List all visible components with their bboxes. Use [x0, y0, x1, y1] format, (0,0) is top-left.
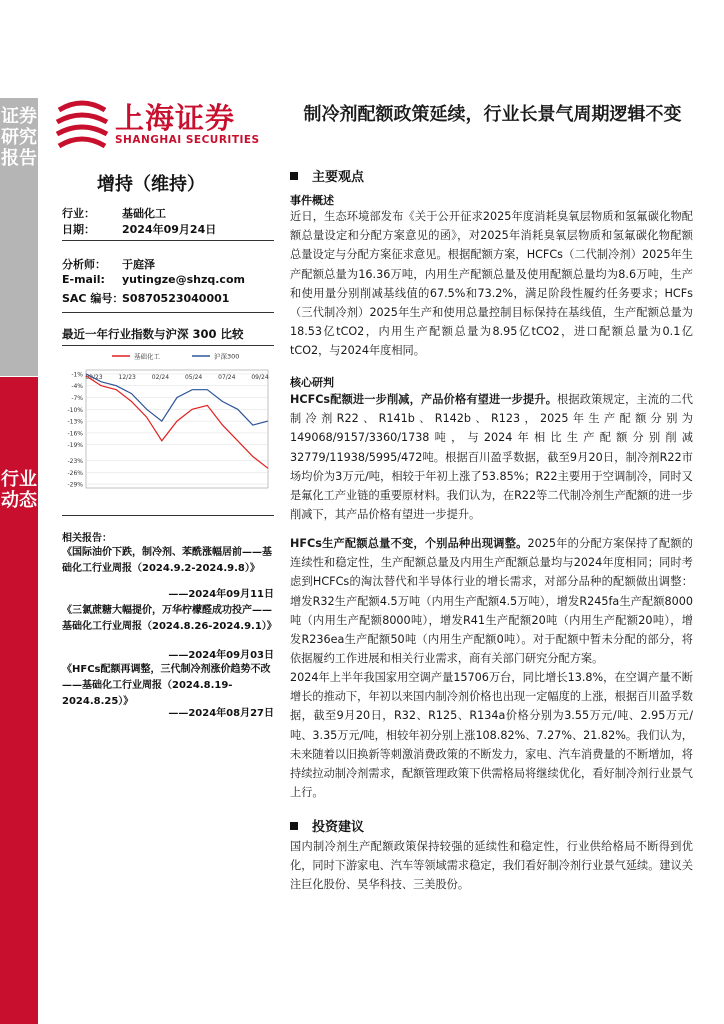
meta-email-value[interactable]: yutingze@shzq.com	[122, 273, 245, 286]
meta-analyst-value: 于庭泽	[122, 258, 155, 271]
y-tick-label: -1%	[71, 371, 83, 379]
y-tick-label: -4%	[71, 383, 83, 391]
related-divider	[62, 515, 274, 516]
core-paragraph-3: 2024年上半年我国家用空调产量15706万台，同比增长13.8%，在空调产量不断增长的推动下，年初以来国内制冷剂价格也出现一定幅度的上涨，根据百川盈孚数据，截至9月20日，R32、R125、R134a价格分别为3.55万元/吨、2.95万元/吨、3.35万元/吨，相较年初分别上涨108.82%、7.27%、21.82%。我们认为，未来随着以旧换新等刺激消费政策的不断发力，家电、汽车消费量的不断增加，将持续拉动制冷剂需求，配额管理政策下供需格局将继续优化，看好制冷剂行业景气上行。	[290, 671, 693, 800]
x-tick-label: 05/24	[184, 374, 203, 381]
series-line	[86, 374, 268, 425]
plot-frame	[86, 370, 268, 488]
y-tick-label: -26%	[67, 469, 83, 477]
section-bullet-icon-2	[290, 822, 298, 830]
related-reports-title: 相关报告：	[62, 533, 112, 544]
investment-paragraph: 国内制冷剂生产配额政策保持较强的延续性和稳定性，行业供给格局不断得到优化，同时下游家电、汽车等领域需求稳定，我们看好制冷剂行业景气延续。建议关注巨化股份、昊华科技、三美股份。	[290, 840, 693, 892]
series-line	[86, 376, 268, 468]
meta-sac-key: SAC 编号：	[62, 292, 124, 305]
core-heading: 核心研判	[290, 376, 334, 389]
y-tick-label: -13%	[67, 418, 83, 426]
report-title: 制冷剂配额政策延续，行业长景气周期逻辑不变	[303, 104, 682, 125]
sidebar-bottom-band	[0, 377, 38, 1024]
related-report-3[interactable]: 《HFCs配额再调整，三代制冷剂涨价趋势不改——基础化工行业周报（2024.8.19-2024.8.25）》	[62, 664, 271, 707]
logo-chinese-name: 上海证券	[115, 101, 236, 135]
section-bullet-icon	[290, 172, 298, 180]
meta-email-key: E-mail:	[62, 273, 105, 286]
meta-industry-key: 行业：	[62, 207, 95, 220]
index-comparison-chart	[62, 350, 274, 498]
event-paragraph: 近日，生态环境部发布《关于公开征求2025年度消耗臭氧层物质和氢氟碳化物配额总量设定和分配方案意见的函》，对2025年消耗臭氧层物质和氢氟碳化物配额总量设定与分配方案征求意见。根据配额方案，HCFCs（二代制冷剂）2025年生产配额总量为16.36万吨，内用生产配额总量及使用配额总量均为8.6万吨，生产和使用量分别削减基线值的67.5%和73.2%，满足阶段性履约任务要求；HCFs（三代制冷剂）2025年生产和使用总量控制目标保持在基线值，生产配额总量为18.53亿tCO2，内用生产配额总量为8.95亿tCO2，进口配额总量为0.1亿tCO2，与2024年度相同。	[290, 210, 693, 358]
section-investment	[290, 816, 364, 835]
x-tick-label: 12/23	[118, 374, 136, 381]
meta-sac	[62, 290, 229, 306]
sidebar-top-band	[0, 98, 38, 376]
x-tick-label: 09/24	[251, 374, 269, 381]
x-tick-label: 02/24	[151, 374, 170, 381]
meta-analyst-key: 分析师：	[62, 258, 106, 271]
related-report-1[interactable]: 《国际油价下跌，制冷剂、苯酰涨幅居前——基础化工行业周报（2024.9.2-2024.9.8）》	[62, 547, 272, 574]
y-tick-label: -19%	[67, 442, 83, 450]
legend-label: 沪深300	[214, 352, 240, 361]
meta-date-value: 2024年09月24日	[122, 223, 217, 236]
y-tick-label: -7%	[71, 395, 83, 403]
meta-date	[62, 221, 216, 237]
chart-divider	[62, 345, 274, 346]
section-main-view	[290, 166, 364, 185]
rating-label: 增持（维持）	[97, 174, 205, 195]
y-tick-label: -23%	[67, 457, 83, 465]
meta-date-key: 日期：	[62, 223, 95, 236]
x-tick-label: 07/24	[218, 374, 236, 381]
meta-industry	[62, 205, 166, 221]
logo-wave-icon	[55, 98, 109, 150]
related-report-2[interactable]: 《三氯蔗糖大幅提价，万华柠檬醛成功投产——基础化工行业周报（2024.8.26-2024.9.1）》	[62, 605, 277, 632]
related-report-3-date: ——2024年08月27日	[168, 708, 274, 719]
chart-title: 最近一年行业指数与沪深 300 比较	[62, 327, 244, 341]
core-paragraph-2	[290, 534, 693, 668]
core-text-2: 2025年的分配方案保持了配额的连续性和稳定性，生产配额总量及内用生产配额总量均与2024年度相同；同时考虑到HCFCs的淘汰替代和半导体行业的增长需求，对部分品种的配额做出调整：增发R32生产配额4.5万吨（内用生产配额4.5万吨），增发R245fa生产配额8000吨（内用生产配额8000吨），增发R41生产配额20吨（内用生产配额20吨），增发R236ea生产配额50吨（内用生产配额0吨）。对于配额中暂未分配的部分，将依据履约工作进展和相关行业需求，商有关部门研究分配方案。	[290, 537, 693, 666]
company-logo	[55, 96, 260, 152]
y-tick-label: -29%	[67, 481, 83, 489]
meta-email	[62, 273, 245, 286]
meta-divider-2	[62, 312, 274, 313]
core-paragraph-1	[290, 390, 693, 524]
legend-label: 基础化工	[134, 352, 160, 361]
related-report-1-date: ——2024年09月11日	[168, 589, 274, 600]
meta-sac-value: S0870523040001	[122, 292, 230, 305]
event-heading: 事件概述	[290, 194, 334, 207]
meta-divider	[62, 240, 274, 241]
core-text-1: 根据政策规定，主流的二代制冷剂R22、R141b、R142b、R123，2025年生产配额分别为149068/9157/3360/1738吨，与2024年相比生产配额分别削减32779/11938/5995/472吨。根据百川盈孚数据，截至9月20日，制冷剂R22市场均价为3万元/吨，相较于年初上涨了53.85%；R22主要用于空调制冷，同时又是氟化工产业链的重要原材料。我们认为，在R22等二代制冷剂生产配额的进一步削减下，其产品价格有望进一步提升。	[290, 393, 693, 522]
meta-analyst	[62, 256, 155, 272]
sidebar-report-type: 证券研究报告	[1, 106, 37, 169]
meta-industry-value: 基础化工	[122, 207, 166, 220]
y-tick-label: -16%	[67, 430, 83, 438]
logo-english-name: SHANGHAI SECURITIES	[115, 134, 260, 146]
x-tick-label: 09/23	[85, 374, 103, 381]
core-lead-2: HFCs生产配额总量不变，个别品种出现调整。	[290, 537, 528, 550]
sidebar-report-category: 行业动态	[1, 469, 37, 511]
y-tick-label: -10%	[67, 406, 83, 414]
related-report-2-date: ——2024年09月03日	[168, 650, 274, 661]
section-main-view-label: 主要观点	[312, 170, 365, 185]
section-investment-label: 投资建议	[312, 820, 365, 835]
core-lead-1: HCFCs配额进一步削减，产品价格有望进一步提升。	[290, 393, 558, 406]
